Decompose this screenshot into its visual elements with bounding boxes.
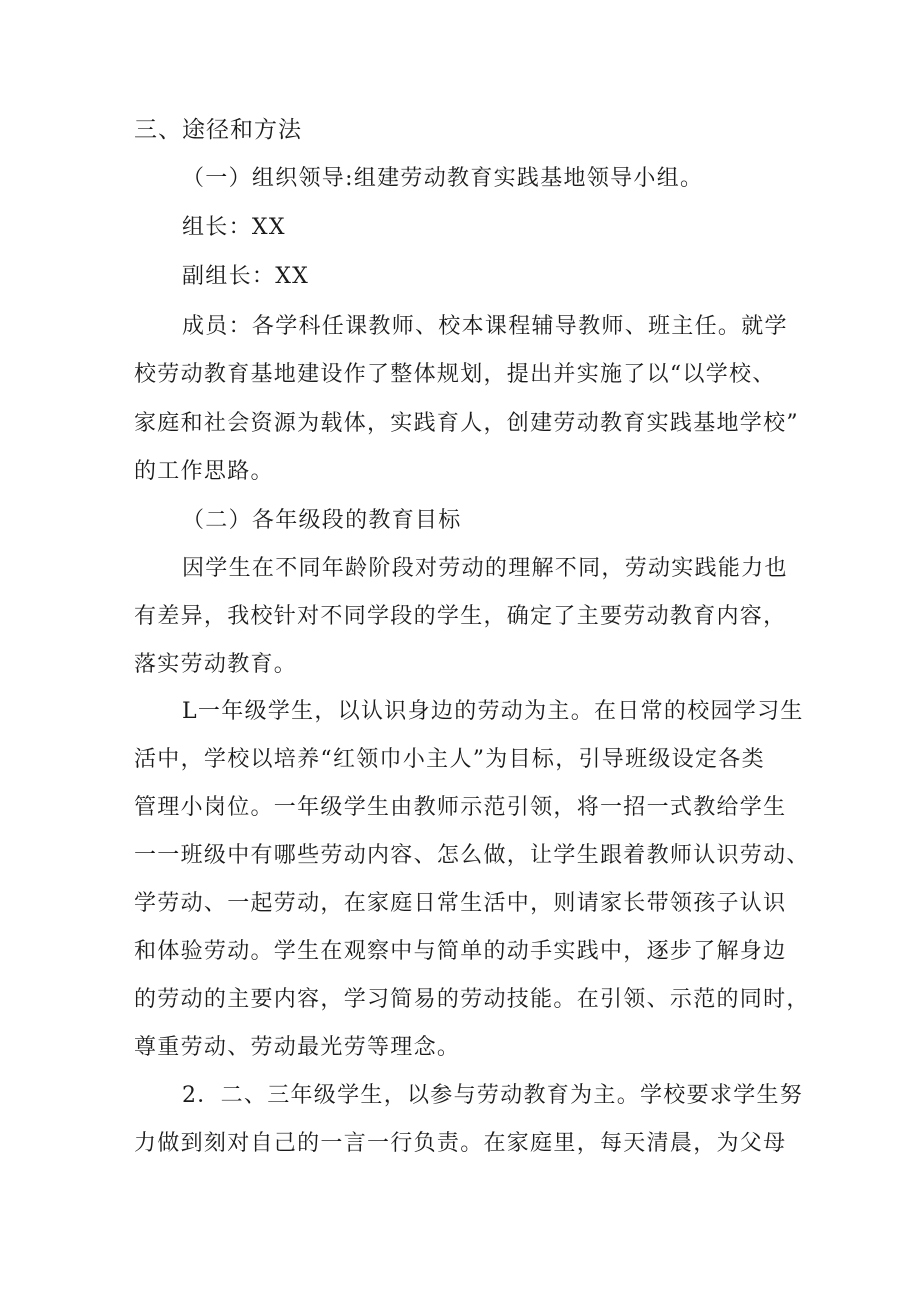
grade-one-paragraph-line: 的劳动的主要内容，学习简易的劳动技能。在引领、示范的同时， [134,987,810,1012]
grade-two-three-paragraph-line: 2．二、三年级学生，以参与劳动教育为主。学校要求学生努 [182,1083,804,1108]
intro-paragraph-line: 有差异，我校针对不同学段的学生，确定了主要劳动教育内容， [134,604,787,629]
grade-one-paragraph-line: 管理小岗位。一年级学生由教师示范引领，将一招一式教给学生 [134,795,787,820]
grade-one-paragraph-line: 活中，学校以培养“红领巾小主人”为目标，引导班级设定各类 [134,747,765,772]
grade-one-paragraph-line: 和体验劳动。学生在观察中与简单的动手实践中，逐步了解身边 [134,939,787,964]
grade-one-paragraph-line: 学劳动、一起劳动，在家庭日常生活中，则请家长带领孩子认识 [134,891,787,916]
grade-one-paragraph-line: L一年级学生，以认识身边的劳动为主。在日常的校园学习生 [182,699,804,724]
subsection-title-organization: （一）组织领导:组建劳动教育实践基地领导小组。 [182,166,704,191]
grade-two-three-paragraph-line: 力做到刻对自己的一言一行负责。在家庭里，每天清晨，为父母 [134,1131,787,1156]
members-paragraph-line: 的工作思路。 [134,459,274,484]
section-heading: 三、途径和方法 [134,117,302,143]
group-leader-line: 组长：XX [182,215,286,240]
grade-one-paragraph-line: 尊重劳动、劳动最光劳等理念。 [134,1035,461,1060]
intro-paragraph-line: 落实劳动教育。 [134,652,298,677]
intro-paragraph-line: 因学生在不同年龄阶段对劳动的理解不同，劳动实践能力也 [182,556,788,581]
grade-one-paragraph-line: 一一班级中有哪些劳动内容、怎么做，让学生跟着教师认识劳动、 [134,843,810,868]
subsection-title-goals: （二）各年级段的教育目标 [182,508,462,533]
members-paragraph-line: 家庭和社会资源为载体，实践育人，创建劳动教育实践基地学校” [134,411,799,436]
members-paragraph-line: 校劳动教育基地建设作了整体规划，提出并实施了以“以学校、 [134,362,776,387]
members-paragraph-line: 成员：各学科任课教师、校本课程辅导教师、班主任。就学 [182,314,788,339]
deputy-leader-line: 副组长：XX [182,264,310,289]
